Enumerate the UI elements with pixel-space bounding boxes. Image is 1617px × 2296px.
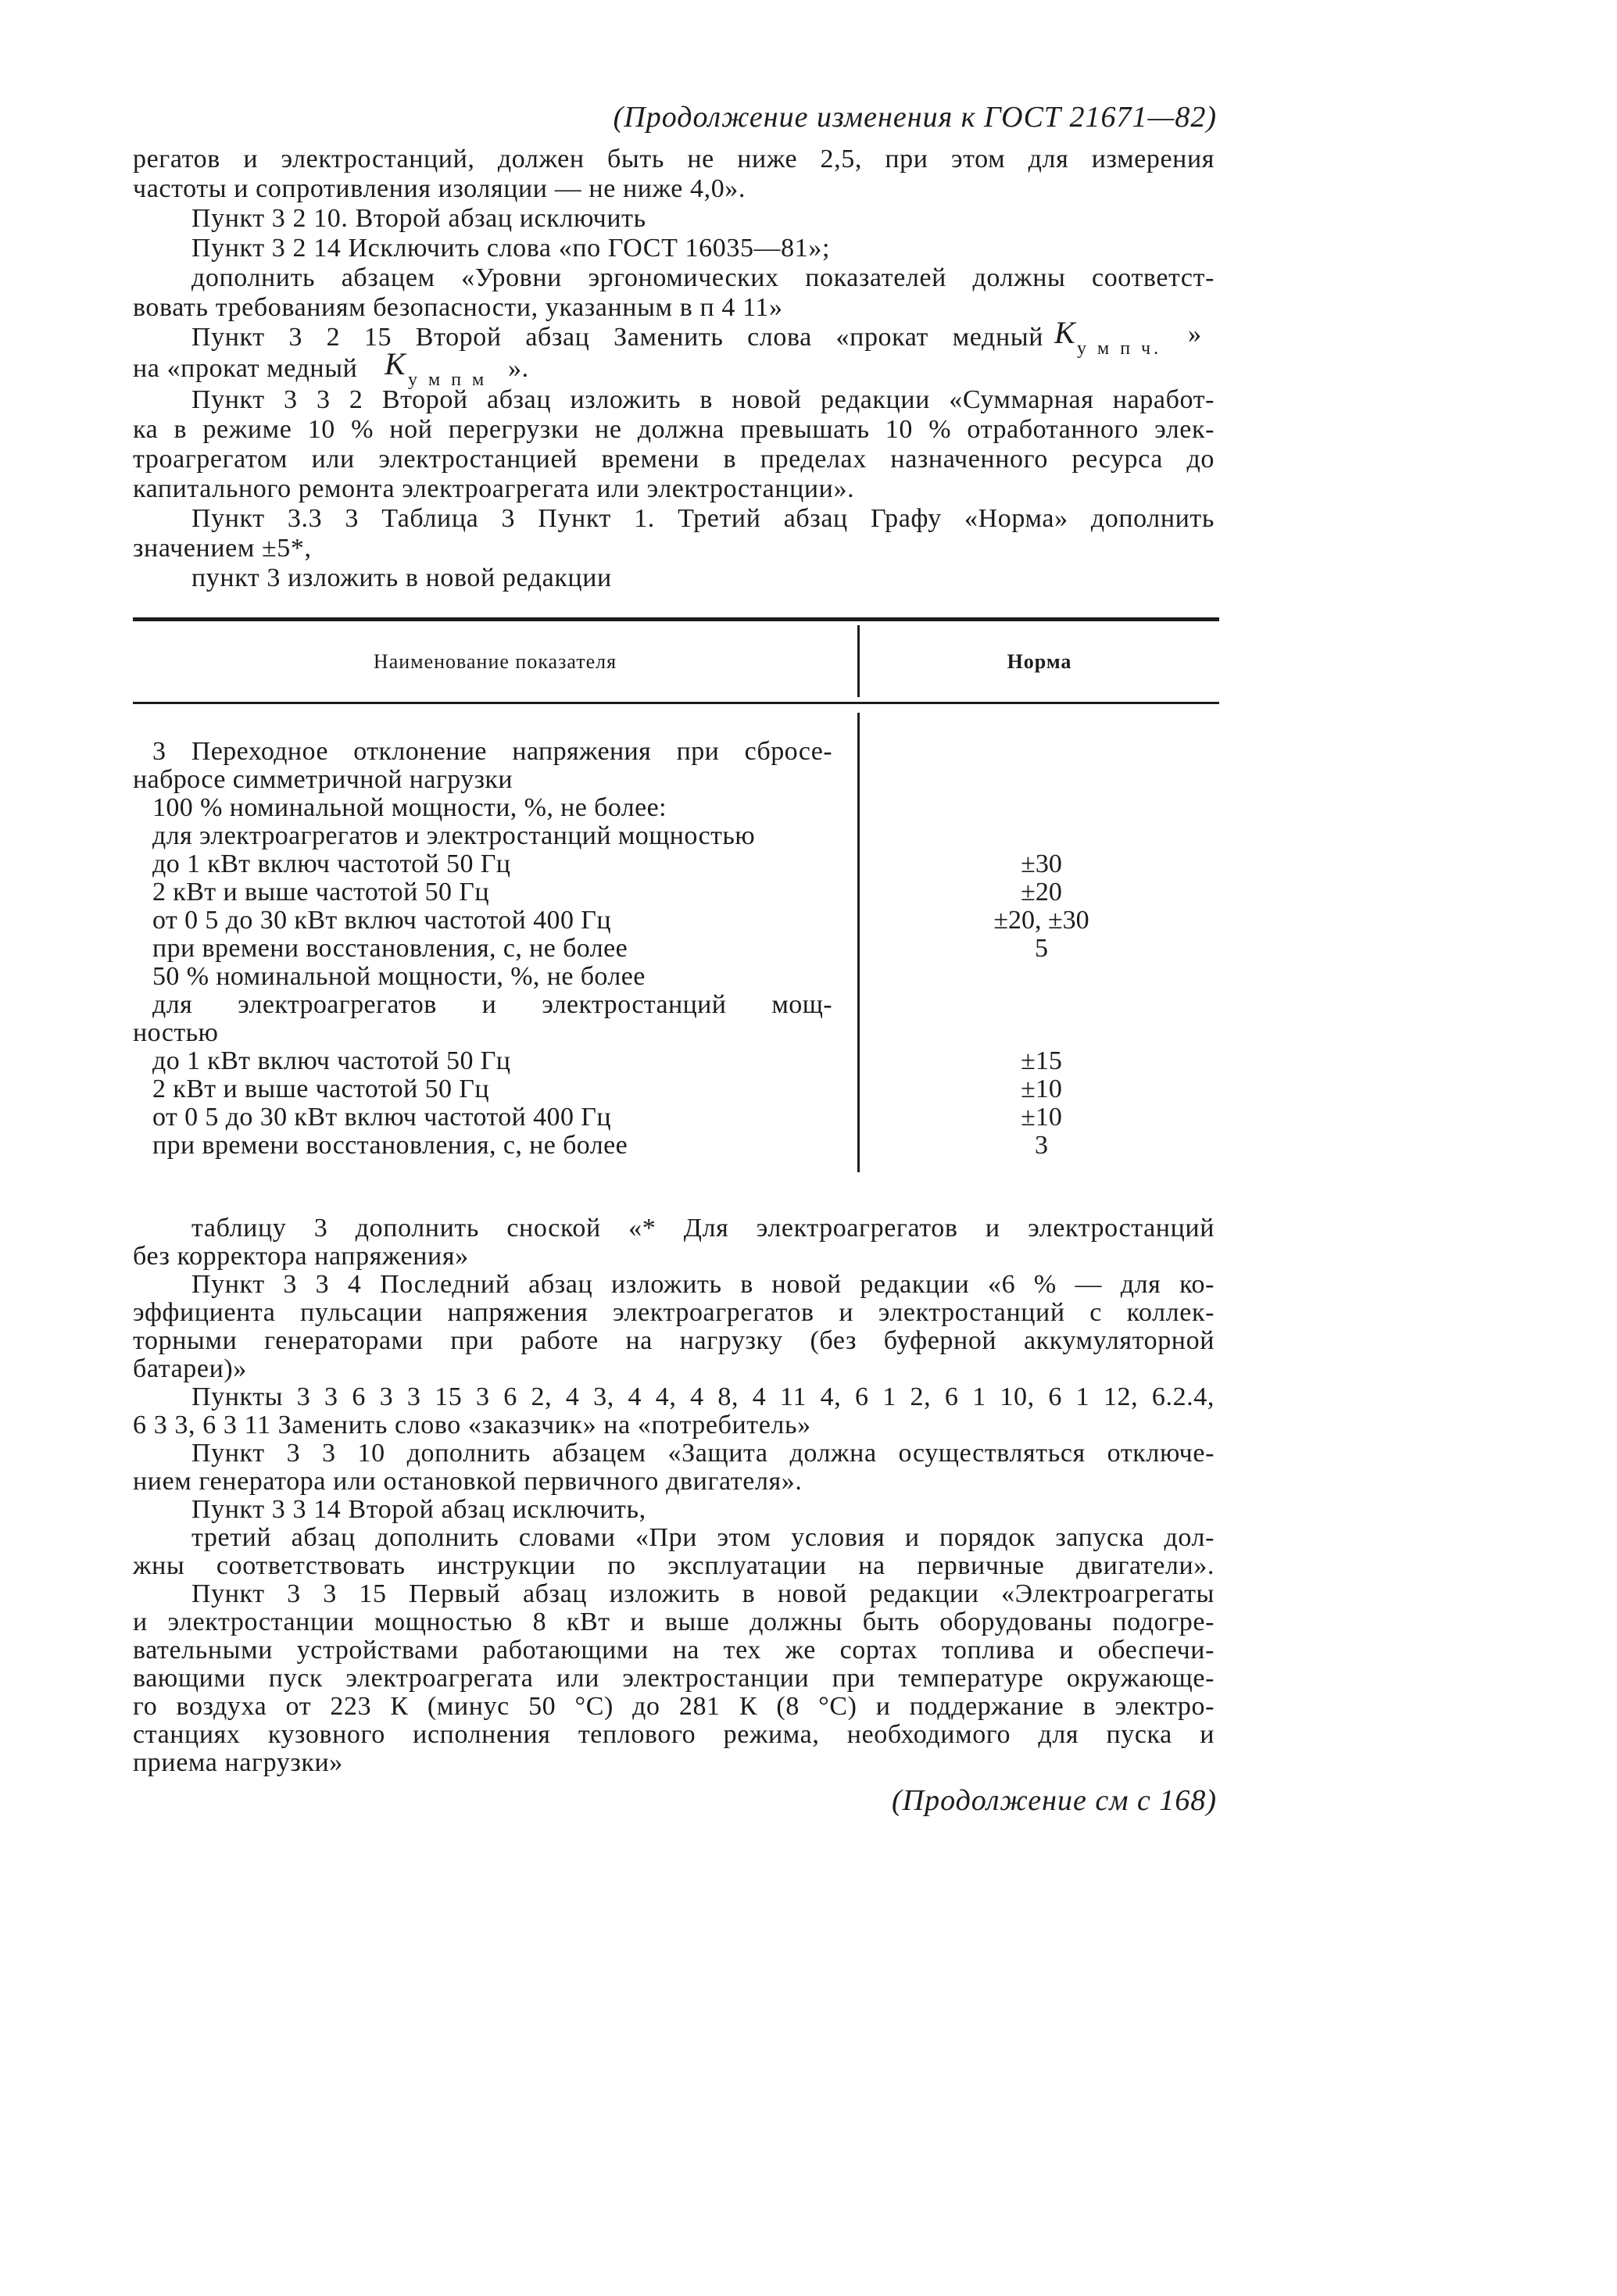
header-continuation: (Продолжение изменения к ГОСТ 21671—82) (613, 101, 1217, 134)
table-row: набросе симметричной нагрузки (133, 765, 513, 794)
table-row: до 1 кВт включ частотой 50 Гц (152, 1046, 511, 1075)
table-header-indicator: Наименование показателя (373, 650, 617, 673)
text-line: Пункт 3 3 15 Первый абзац изложить в новой редакции «Электроагрегаты (191, 1579, 1215, 1608)
formula-quote: » (1188, 320, 1202, 349)
table-row: при времени восстановления, с, не более (152, 1131, 628, 1160)
table-norm-value: ±20 (1021, 878, 1062, 907)
table-row: от 0 5 до 30 кВт включ частотой 400 Гц (152, 1103, 611, 1132)
table-norm-value: ±10 (1021, 1103, 1062, 1132)
table-norm-value: ±20, ±30 (993, 906, 1089, 935)
table-row: ностью (133, 1018, 219, 1047)
text-line: станциях кузовного исполнения теплового режима, необходимого для пуска и (133, 1720, 1215, 1749)
text-line: батареи)» (133, 1354, 247, 1383)
text-line: капитального ремонта электроагрегата или электростанции». (133, 474, 855, 503)
table-header-rule (133, 702, 1219, 704)
text-line: Пункт 3 3 2 Второй абзац изложить в новой редакции «Суммарная наработ- (191, 385, 1215, 414)
formula-quote: ». (508, 354, 529, 383)
text-line: дополнить абзацем «Уровни эргономических показателей должны соответст- (191, 263, 1215, 292)
table-row: от 0 5 до 30 кВт включ частотой 400 Гц (152, 906, 611, 935)
text-line: частоты и сопротивления изоляции — не ниже 4,0». (133, 174, 746, 203)
table-body-divider (857, 713, 860, 1172)
text-line: эффициента пульсации напряжения электроагрегатов и электростанций с коллек- (133, 1298, 1215, 1327)
table-norm-value: ±10 (1021, 1075, 1062, 1103)
table-row: 3 Переходное отклонение напряжения при сбросе- (152, 737, 832, 766)
table-row: для электроагрегатов и электростанций мощностью (152, 821, 756, 850)
text-line: регатов и электростанций, должен быть не ниже 2,5, при этом для измерения (133, 145, 1215, 173)
text-line: Пункт 3 2 14 Исключить слова «по ГОСТ 16035—81»; (191, 234, 830, 263)
table-row: 50 % номинальной мощности, %, не более (152, 962, 646, 991)
text-line: Пункт 3 3 10 дополнить абзацем «Защита должна осуществляться отключе- (191, 1439, 1215, 1468)
text-line: ка в режиме 10 % ной перегрузки не должна превышать 10 % отработанного элек- (133, 415, 1215, 444)
text-line: пункт 3 изложить в новой редакции (191, 563, 612, 592)
text-line: значением ±5*, (133, 534, 312, 563)
text-line: без корректора напряжения» (133, 1242, 469, 1271)
text-line: вательными устройствами работающими на тех же сортах топлива и обеспечи- (133, 1636, 1215, 1665)
text-line: приема нагрузки» (133, 1748, 343, 1777)
text-line: торными генераторами при работе на нагрузку (без буферной аккумуляторной (133, 1326, 1215, 1355)
text-line: таблицу 3 дополнить сноской «* Для электроагрегатов и электростанций (191, 1214, 1215, 1243)
footer-continuation: (Продолжение см с 168) (891, 1784, 1217, 1817)
text-line: го воздуха от 223 К (минус 50 °С) до 281 К (8 °С) и поддержание в электро- (133, 1692, 1215, 1721)
text-line: Пункт 3 2 10. Второй абзац исключить (191, 204, 646, 233)
text-line: на «прокат медный (133, 354, 358, 383)
text-line: Пункт 3 3 14 Второй абзац исключить, (191, 1495, 646, 1524)
table-row: до 1 кВт включ частотой 50 Гц (152, 849, 511, 878)
text-line: вающими пуск электроагрегата или электростанции при температуре окружающе- (133, 1664, 1215, 1693)
text-line: и электростанции мощностью 8 кВт и выше должны быть оборудованы подогре- (133, 1608, 1215, 1636)
table-row: для электроагрегатов и электростанций мощ- (152, 990, 832, 1019)
formula-k-symbol: K (1054, 315, 1076, 350)
table-row: 100 % номинальной мощности, %, не более: (152, 793, 667, 822)
table-norm-value: ±30 (1021, 849, 1062, 878)
text-line: вовать требованиям безопасности, указанным в п 4 11» (133, 293, 783, 322)
table-norm-value: 3 (1035, 1131, 1048, 1160)
table-row: 2 кВт и выше частотой 50 Гц (152, 878, 489, 907)
text-line: нием генератора или остановкой первичного двигателя». (133, 1467, 803, 1496)
text-line: Пункты 3 3 6 3 3 15 3 6 2, 4 3, 4 4, 4 8, 4 11 4, 6 1 2, 6 1 10, 6 1 12, 6.2.4, (191, 1382, 1215, 1411)
formula-k-symbol: K (385, 346, 406, 381)
table-norm-value: ±15 (1021, 1046, 1062, 1075)
table-norm-value: 5 (1035, 934, 1048, 963)
formula-subscript: у м п м (408, 370, 488, 390)
text-line: Пункт 3 2 15 Второй абзац Заменить слова «прокат медный (191, 323, 1043, 352)
text-line: третий абзац дополнить словами «При этом условия и порядок запуска дол- (191, 1523, 1215, 1552)
text-line: жны соответствовать инструкции по эксплуатации на первичные двигатели». (133, 1551, 1215, 1580)
formula-subscript: у м п ч. (1077, 338, 1162, 359)
table-row: при времени восстановления, с, не более (152, 934, 628, 963)
text-line: 6 3 3, 6 3 11 Заменить слово «заказчик» на «потребитель» (133, 1411, 811, 1439)
text-line: Пункт 3.3 3 Таблица 3 Пункт 1. Третий абзац Графу «Норма» дополнить (191, 504, 1215, 533)
text-line: Пункт 3 3 4 Последний абзац изложить в новой редакции «6 % — для ко- (191, 1270, 1215, 1299)
text-line: троагрегатом или электростанцией времени в пределах назначенного ресурса до (133, 445, 1215, 474)
table-header-norm: Норма (1007, 650, 1072, 673)
table-row: 2 кВт и выше частотой 50 Гц (152, 1075, 489, 1103)
table-top-rule (133, 617, 1219, 621)
